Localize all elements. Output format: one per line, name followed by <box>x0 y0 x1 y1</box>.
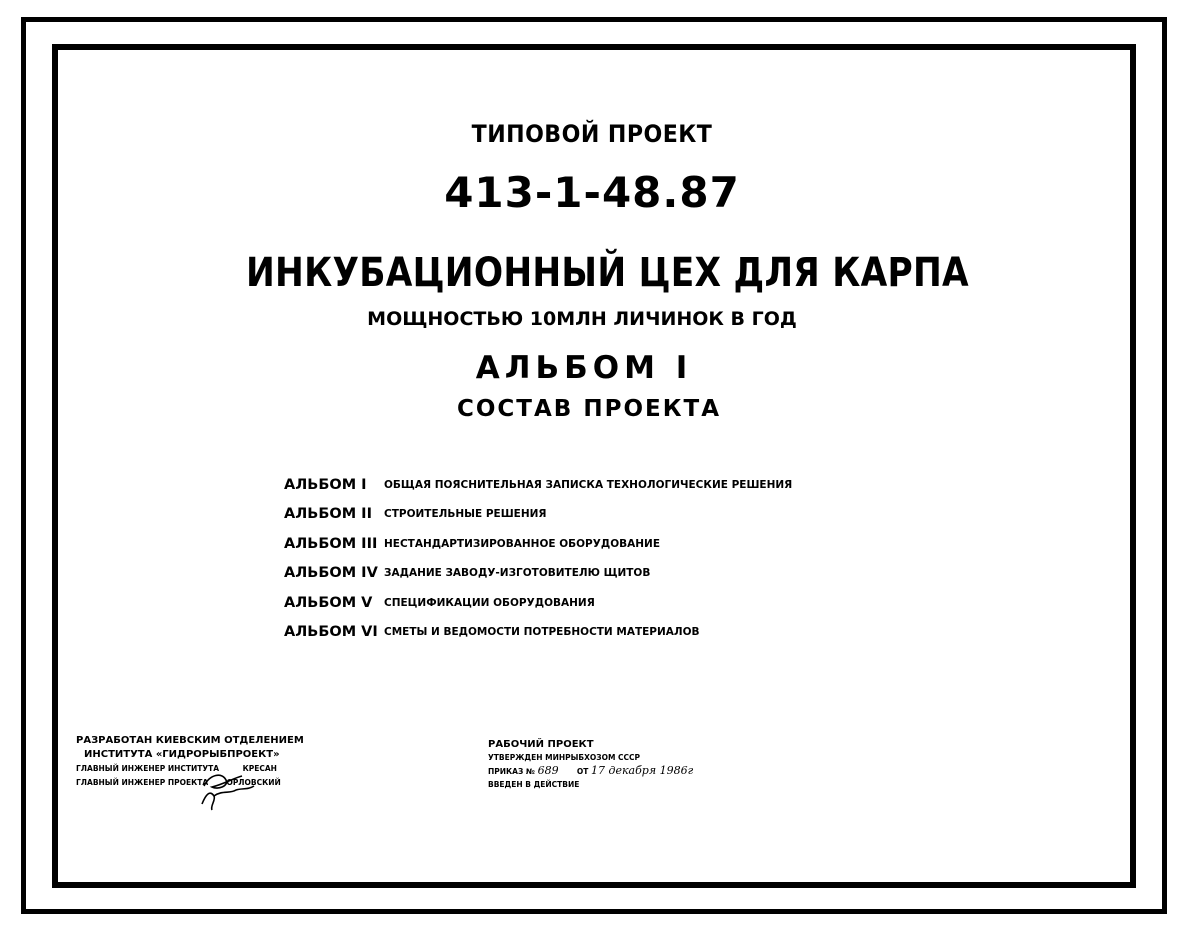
typical-project-heading: ТИПОВОЙ ПРОЕКТ <box>471 120 713 148</box>
album-label: АЛЬБОМ IV <box>284 565 378 582</box>
developer-institute: ИНСТИТУТА «ГИДРОРЫБПРОЕКТ» <box>84 749 280 760</box>
album-description: ЗАДАНИЕ ЗАВОДУ-ИЗГОТОВИТЕЛЮ ЩИТОВ <box>384 567 651 580</box>
chief-engineer-project-name: ОРЛОВСКИЙ <box>226 778 281 787</box>
album-row <box>284 618 884 648</box>
album-label: АЛЬБОМ II <box>284 506 372 523</box>
album-label: АЛЬБОМ VI <box>284 624 378 641</box>
enacted-line: ВВЕДЕН В ДЕЙСТВИЕ <box>488 780 580 789</box>
order-line <box>488 764 693 778</box>
album-row <box>284 588 884 618</box>
developer-line: РАЗРАБОТАН КИЕВСКИМ ОТДЕЛЕНИЕМ <box>76 735 304 746</box>
signatures <box>196 760 266 812</box>
order-date: 17 декабря 1986г <box>590 764 694 777</box>
order-number: 689 <box>537 764 559 777</box>
album-row <box>284 559 884 589</box>
album-heading: АЛЬБОМ I <box>475 350 693 386</box>
chief-engineer-institute <box>76 762 304 776</box>
album-label: АЛЬБОМ III <box>284 535 378 552</box>
album-label: АЛЬБОМ I <box>284 476 367 493</box>
album-description: СПЕЦИФИКАЦИИ ОБОРУДОВАНИЯ <box>384 596 595 609</box>
approved-by: УТВЕРЖДЕН МИНРЫБХОЗОМ СССР <box>488 753 641 762</box>
album-description: ОБЩАЯ ПОЯСНИТЕЛЬНАЯ ЗАПИСКА ТЕХНОЛОГИЧЕСКИЕ РЕШЕНИЯ <box>384 478 793 491</box>
project-number: 413-1-48.87 <box>444 168 740 217</box>
developer-block <box>76 734 304 790</box>
working-project-title: РАБОЧИЙ ПРОЕКТ <box>488 739 594 750</box>
album-description: СТРОИТЕЛЬНЫЕ РЕШЕНИЯ <box>384 508 547 521</box>
order-label: ПРИКАЗ № <box>488 767 535 776</box>
chief-engineer-institute-name: КРЕСАН <box>242 764 277 773</box>
album-label: АЛЬБОМ V <box>284 594 373 611</box>
chief-engineer-project-label: ГЛАВНЫЙ ИНЖЕНЕР ПРОЕКТА <box>76 778 209 787</box>
chief-engineer-institute-label: ГЛАВНЫЙ ИНЖЕНЕР ИНСТИТУТА <box>76 764 220 773</box>
working-project-block <box>488 738 693 791</box>
chief-engineer-project <box>76 776 304 790</box>
album-description: СМЕТЫ И ВЕДОМОСТИ ПОТРЕБНОСТИ МАТЕРИАЛОВ <box>384 626 700 639</box>
document-subtitle: МОЩНОСТЬЮ 10МЛН ЛИЧИНОК В ГОД <box>367 308 797 330</box>
album-row <box>284 529 884 559</box>
date-label: ОТ <box>576 767 589 776</box>
document-title: ИНКУБАЦИОННЫЙ ЦЕХ ДЛЯ КАРПА <box>246 250 969 296</box>
composition-heading: СОСТАВ ПРОЕКТА <box>457 396 721 422</box>
album-row <box>284 500 884 530</box>
album-row <box>284 470 884 500</box>
album-list <box>284 470 884 647</box>
album-description: НЕСТАНДАРТИЗИРОВАННОЕ ОБОРУДОВАНИЕ <box>384 537 660 550</box>
